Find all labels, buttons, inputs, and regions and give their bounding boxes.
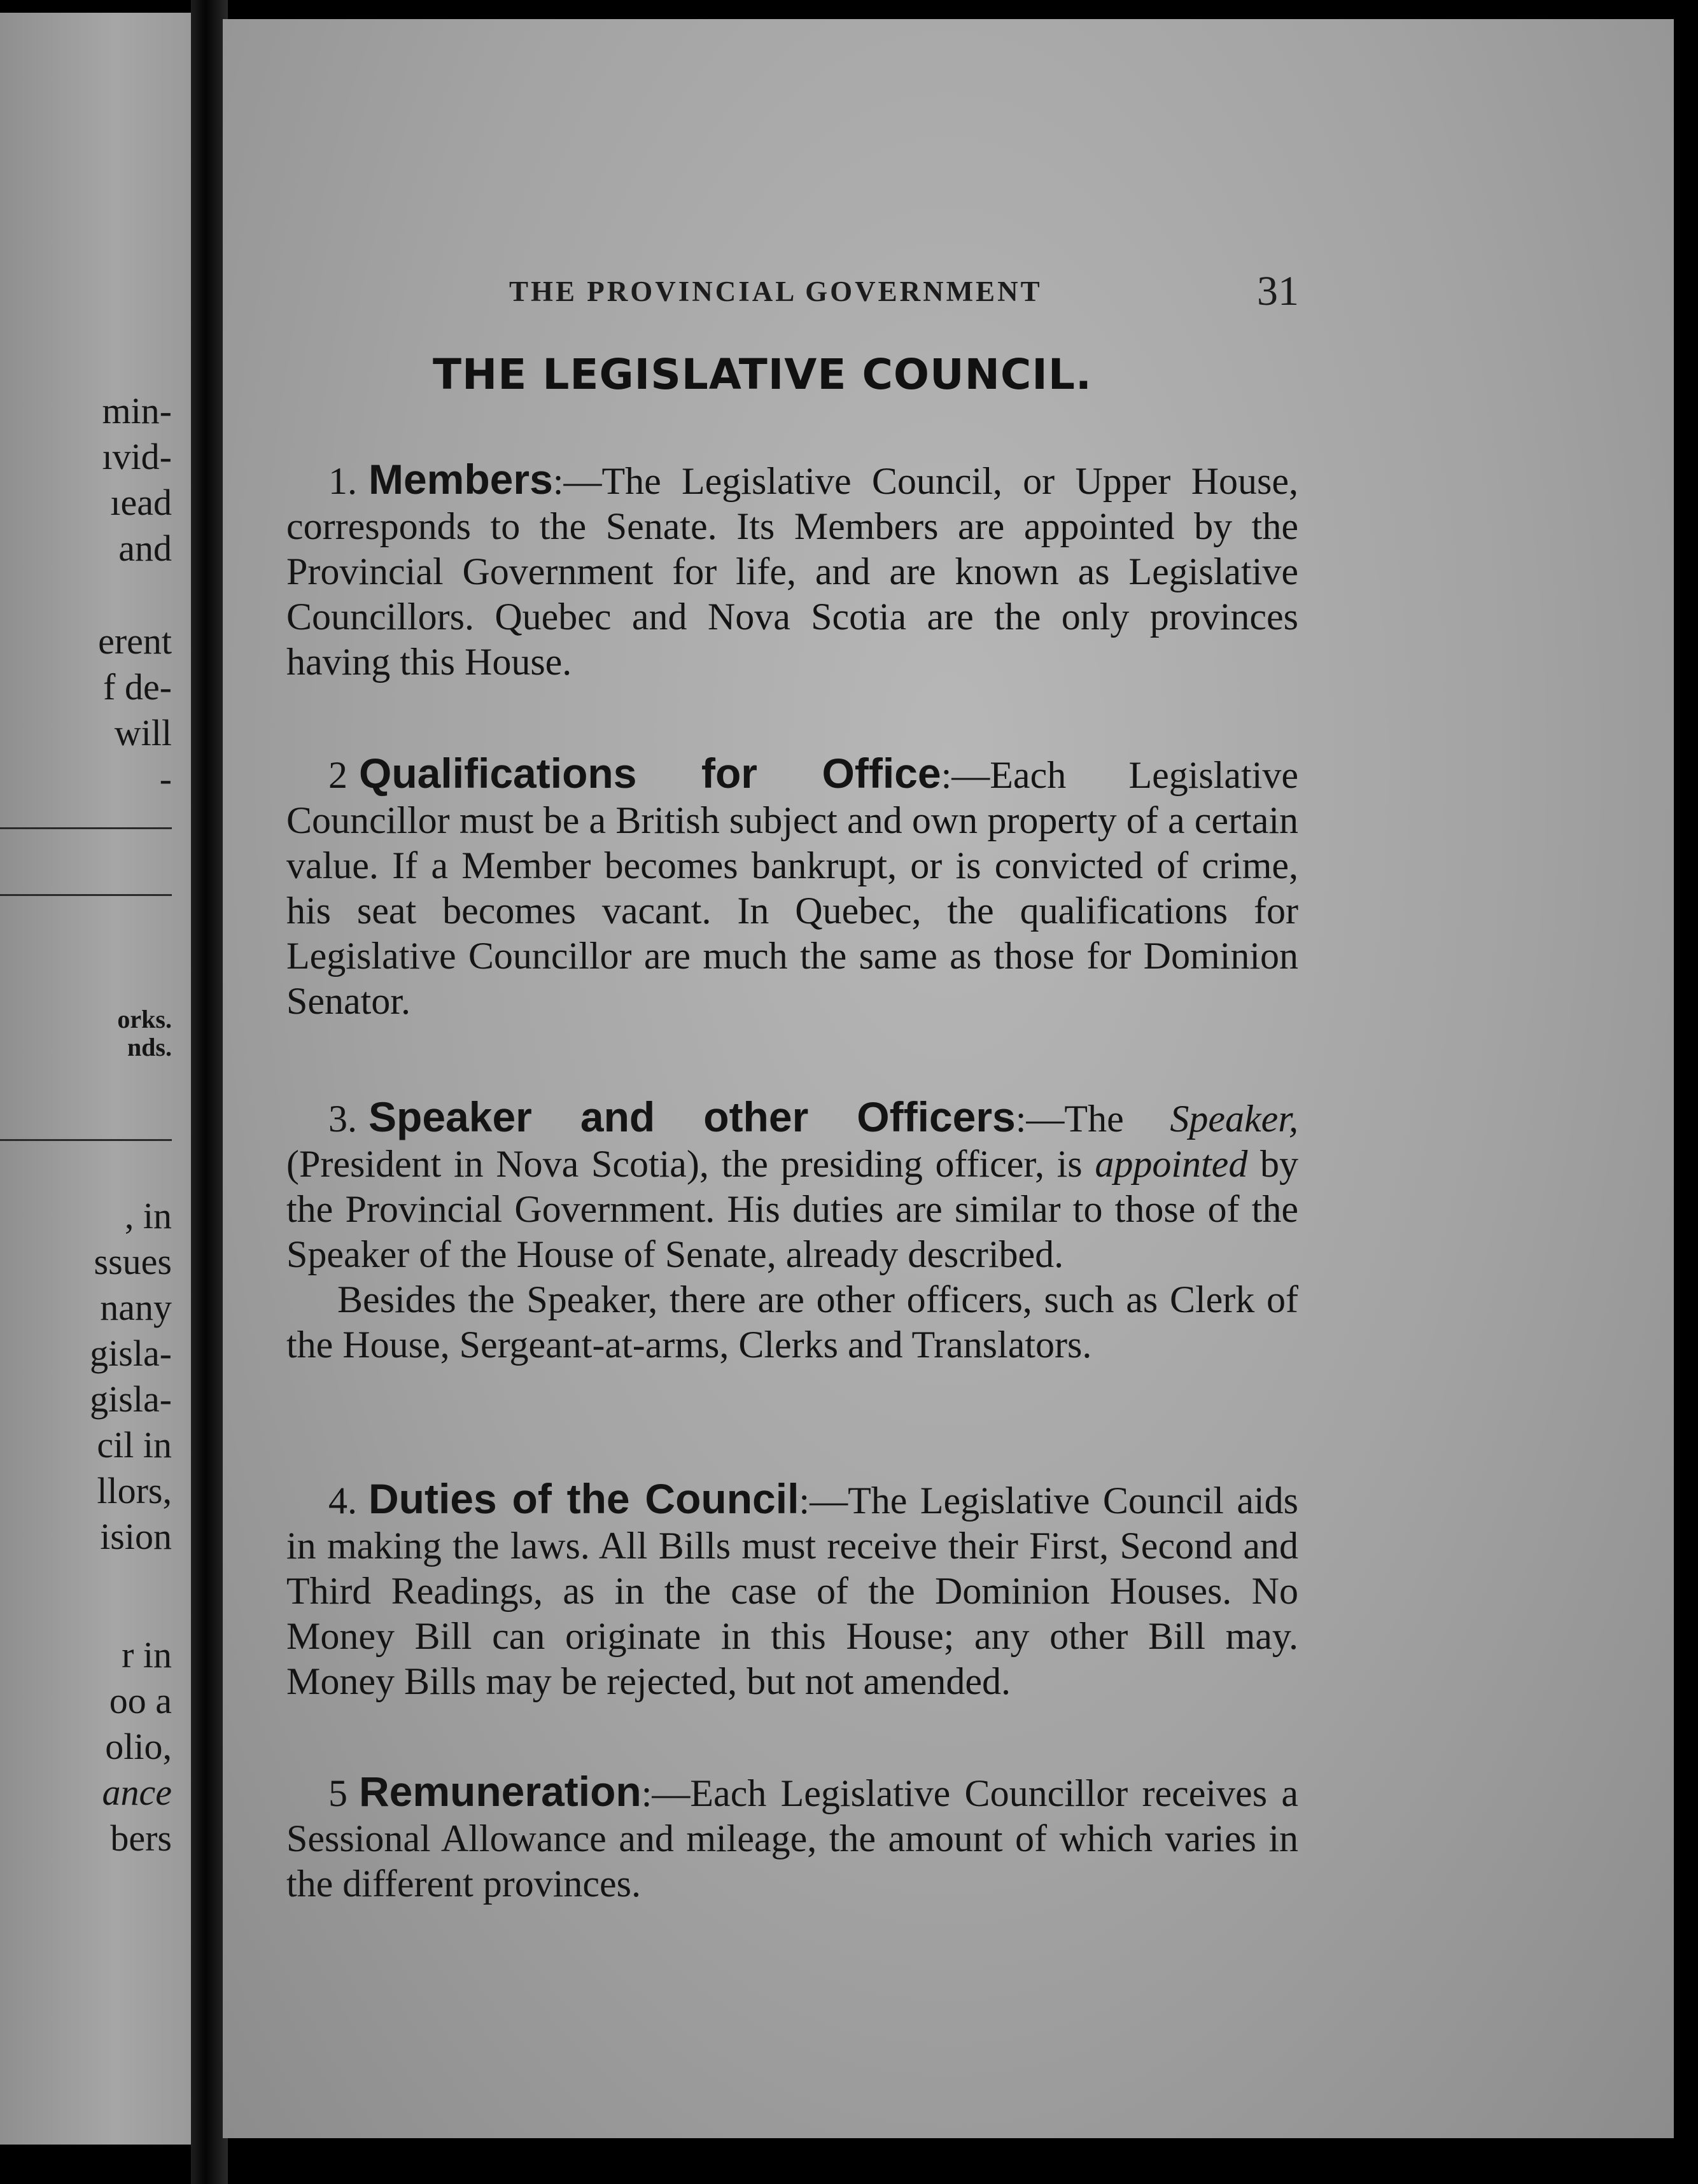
- page-number: 31: [1257, 268, 1299, 314]
- section-number: 2: [328, 754, 347, 796]
- section-number: 4.: [328, 1480, 357, 1522]
- facing-rule: [0, 1139, 172, 1141]
- section-text: Each Legislative Councillor receives a Sessional Allowance and mileage, the amount of which varies in the different provinces.: [286, 1772, 1298, 1905]
- facing-line: llors,: [97, 1470, 172, 1511]
- facing-line: gisla-: [90, 1378, 172, 1420]
- section-paragraph: Besides the Speaker, there are other officers, such as Clerk of the House, Sergeant-at-arms, Clerks and Translators.: [286, 1278, 1298, 1366]
- book-page: [223, 19, 1674, 2138]
- section-separator: :—: [799, 1480, 848, 1522]
- page-title: THE LEGISLATIVE COUNCIL.: [433, 350, 1092, 399]
- section-duties: [286, 1476, 1298, 1704]
- section-paragraph: [286, 751, 1298, 1024]
- section-text: by the Provincial Government. His duties are similar to those of the Speaker of the House of Senate, already described.: [286, 1143, 1299, 1275]
- section-separator: :—: [641, 1772, 691, 1814]
- running-head: THE PROVINCIAL GOVERNMENT: [509, 276, 1042, 307]
- facing-line: r in: [122, 1634, 172, 1676]
- facing-line: ıead: [110, 482, 172, 523]
- section-number: 3.: [328, 1098, 357, 1140]
- facing-line: nds.: [127, 1033, 172, 1061]
- section-text: The Legislative Council, or Upper House, corresponds to the Senate. Its Members are appointed by the Provincial Government for life, and are known as Legislative Councillors. Quebec and Nova Scotia are the only provinces having this House.: [286, 460, 1298, 683]
- facing-line: min-: [102, 390, 172, 431]
- facing-line: bers: [110, 1817, 172, 1859]
- facing-line: olio,: [105, 1726, 172, 1767]
- section-heading: Qualifications for Office: [359, 750, 941, 797]
- section-qualifications: [286, 751, 1298, 1024]
- facing-page: [0, 13, 191, 2145]
- section-text: The: [1064, 1098, 1124, 1140]
- section-separator: :—: [552, 460, 602, 502]
- section-paragraph: [286, 1769, 1298, 1907]
- section-separator: :—: [1015, 1098, 1065, 1140]
- section-italic: appointed: [1095, 1143, 1248, 1185]
- section-separator: :—: [941, 754, 990, 796]
- facing-rule: [0, 827, 172, 829]
- facing-line: ssues: [94, 1241, 172, 1282]
- section-heading: Speaker and other Officers: [368, 1093, 1016, 1140]
- facing-line: , in: [124, 1195, 172, 1236]
- facing-line: -: [159, 758, 172, 799]
- section-text: Each Legislative Councillor must be a British subject and own property of a certain value. If a Member becomes bankrupt, or is convicted of crime, his seat becomes vacant. In Quebec, the qualifications for Legislative Councillor are much the same as those for Dominion Senator.: [286, 754, 1299, 1022]
- facing-line: ıvid-: [102, 436, 172, 477]
- section-paragraph: [286, 1476, 1298, 1704]
- section-text: The Legislative Council aids in making the laws. All Bills must receive their First, Second and Third Readings, as in the case of the Dominion Houses. No Money Bill can originate in this House; any other Bill may. Money Bills may be rejected, but not amended.: [286, 1480, 1299, 1702]
- section-italic: Speaker,: [1170, 1098, 1298, 1140]
- facing-line: orks.: [117, 1005, 172, 1033]
- facing-line: erent: [98, 620, 172, 662]
- section-paragraph: [286, 457, 1298, 685]
- facing-line: cil in: [97, 1424, 172, 1466]
- section-members: [286, 457, 1298, 685]
- section-paragraph: [286, 1095, 1298, 1277]
- facing-line: gisla-: [90, 1333, 172, 1374]
- section-heading: Duties of the Council: [368, 1475, 799, 1522]
- section-heading: Members: [368, 456, 553, 503]
- facing-line: will: [114, 712, 172, 753]
- section-speaker: [286, 1095, 1298, 1368]
- facing-line: ance: [102, 1772, 172, 1813]
- section-text: (President in Nova Scotia), the presiding officer, is: [286, 1143, 1083, 1185]
- section-remuneration: [286, 1769, 1298, 1907]
- facing-line: f de-: [103, 666, 172, 708]
- facing-line: and: [118, 528, 172, 569]
- facing-line: nany: [100, 1287, 172, 1328]
- section-heading: Remuneration: [359, 1768, 642, 1815]
- facing-line: ision: [100, 1516, 172, 1557]
- facing-line: oo a: [109, 1680, 172, 1721]
- section-number: 5: [328, 1772, 347, 1814]
- facing-rule: [0, 894, 172, 896]
- section-number: 1.: [328, 460, 357, 502]
